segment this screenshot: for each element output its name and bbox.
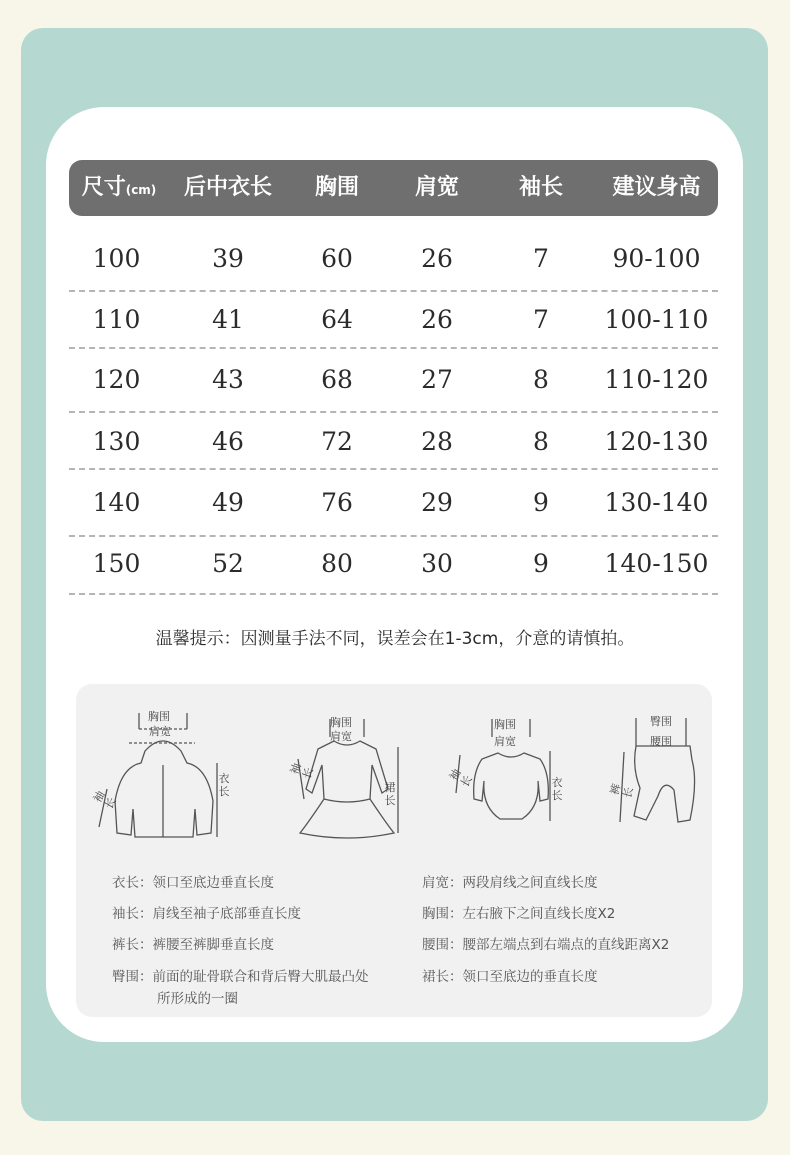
dress-sleeve-label: 袖长 [287, 761, 317, 781]
table-cell: 90-100 [612, 244, 701, 273]
definition-garment-length: 衣长：领口至底边垂直长度 [112, 875, 274, 891]
table-cell: 140 [92, 488, 141, 517]
romper-chest-label: 胸围 [494, 718, 516, 731]
table-cell: 52 [212, 549, 244, 578]
jacket-shoulder-label: 肩宽 [149, 725, 171, 738]
table-cell: 8 [533, 427, 549, 456]
pants-hip-label: 臀围 [650, 715, 672, 728]
table-cell: 64 [321, 305, 353, 334]
table-cell: 7 [533, 305, 549, 334]
romper-length-label: 衣长 [551, 776, 563, 802]
romper-shoulder-label: 肩宽 [494, 735, 516, 748]
romper-sleeve-label: 袖长 [446, 766, 476, 790]
table-row [69, 473, 718, 533]
header-size: 尺寸(cm) [81, 175, 157, 200]
table-cell: 9 [533, 488, 549, 517]
table-row [69, 534, 718, 594]
table-cell: 41 [212, 305, 244, 334]
jacket-length-label: 衣长 [218, 772, 230, 798]
pants-length-label: 裤长 [608, 782, 636, 800]
pants-figure [610, 712, 700, 832]
definition-waist: 腰围：腰部左端点到右端点的直线距离X2 [422, 937, 670, 953]
definition-shoulder: 肩宽：两段肩线之间直线长度 [422, 875, 598, 891]
header-shoulder: 肩宽 [414, 175, 459, 200]
row-divider [69, 347, 718, 349]
measurement-notice: 温馨提示：因测量手法不同，误差会在1-3cm，介意的请慎拍。 [155, 629, 635, 649]
definition-hip: 臀围：前面的耻骨联合和背后臀大肌最凸处 [112, 969, 369, 985]
pants-waist-label: 腰围 [650, 735, 672, 748]
definition-sleeve-length: 袖长：肩线至袖子底部垂直长度 [112, 906, 301, 922]
definition-pants-length: 裤长：裤腰至裤脚垂直长度 [112, 937, 274, 953]
table-cell: 140-150 [604, 549, 709, 578]
pants-drawing [610, 712, 700, 832]
row-divider [69, 593, 718, 595]
table-cell: 28 [421, 427, 453, 456]
table-cell: 120-130 [604, 427, 709, 456]
table-cell: 27 [421, 365, 453, 394]
header-back-length: 后中衣长 [183, 175, 272, 200]
jacket-chest-label: 胸围 [148, 710, 170, 723]
table-cell: 130-140 [604, 488, 709, 517]
table-cell: 120 [92, 365, 141, 394]
table-cell: 30 [421, 549, 453, 578]
table-row [69, 229, 718, 289]
table-cell: 9 [533, 549, 549, 578]
table-row [69, 412, 718, 472]
table-cell: 46 [212, 427, 244, 456]
table-cell: 150 [92, 549, 141, 578]
row-divider [69, 468, 718, 470]
definition-dress-length: 裙长：领口至底边的垂直长度 [422, 969, 598, 985]
table-cell: 100-110 [604, 305, 709, 334]
table-cell: 110 [92, 305, 141, 334]
table-cell: 7 [533, 244, 549, 273]
table-row [69, 350, 718, 410]
romper-drawing [450, 715, 570, 830]
dress-length-label: 裙长 [384, 781, 396, 807]
jacket-sleeve-label: 袖长 [90, 788, 120, 812]
dress-chest-label: 胸围 [330, 716, 352, 729]
header-height: 建议身高 [612, 175, 701, 200]
table-cell: 76 [321, 488, 353, 517]
definition-hip-continued: 所形成的一圈 [157, 991, 238, 1007]
dress-shoulder-label: 肩宽 [330, 730, 352, 743]
table-cell: 60 [321, 244, 353, 273]
table-cell: 110-120 [604, 365, 709, 394]
romper-figure [450, 715, 570, 830]
table-cell: 39 [212, 244, 244, 273]
table-cell: 68 [321, 365, 353, 394]
table-cell: 26 [421, 305, 453, 334]
definition-chest: 胸围：左右腋下之间直线长度X2 [422, 906, 616, 922]
header-chest: 胸围 [314, 175, 359, 200]
table-cell: 8 [533, 365, 549, 394]
header-sleeve: 袖长 [518, 175, 563, 200]
table-cell: 43 [212, 365, 244, 394]
table-row [69, 290, 718, 350]
table-cell: 130 [92, 427, 141, 456]
table-header [69, 160, 718, 216]
table-cell: 49 [212, 488, 244, 517]
table-cell: 72 [321, 427, 353, 456]
table-cell: 100 [92, 244, 141, 273]
table-cell: 80 [321, 549, 353, 578]
table-cell: 29 [421, 488, 453, 517]
table-cell: 26 [421, 244, 453, 273]
